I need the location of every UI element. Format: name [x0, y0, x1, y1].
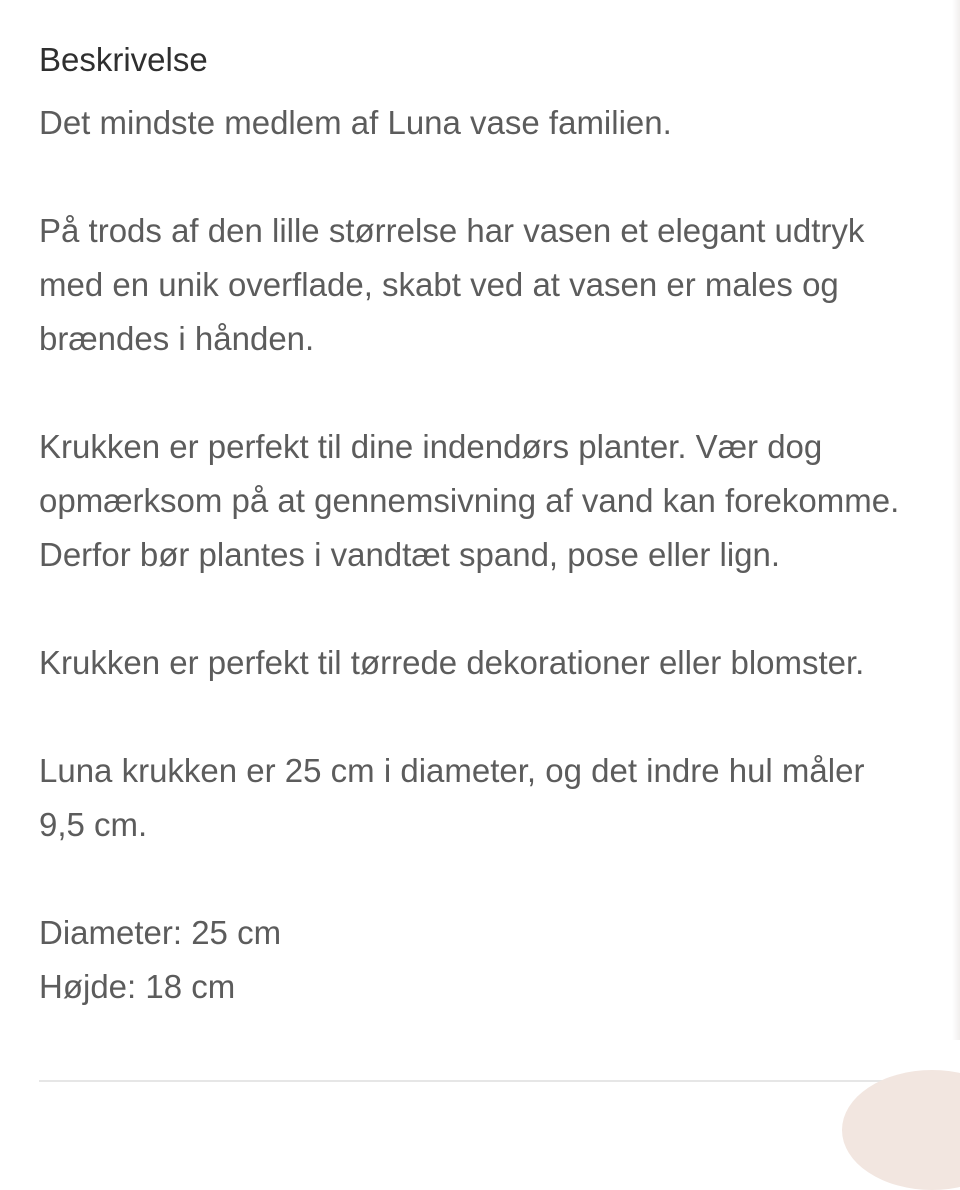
dimension-height: Højde: 18 cm [39, 968, 236, 1005]
paragraph-line: med en unik overflade, skabt ved at vasen er males og [39, 266, 839, 303]
section-divider [39, 1080, 960, 1082]
dimensions-list [39, 906, 960, 1014]
description-section [39, 40, 960, 1014]
description-paragraph [39, 636, 960, 690]
description-paragraph [39, 744, 960, 852]
description-body [39, 96, 960, 1014]
paragraph-line: Luna krukken er 25 cm i diameter, og det indre hul måler [39, 752, 865, 789]
paragraph-line: Krukken er perfekt til dine indendørs planter. Vær dog [39, 428, 823, 465]
description-paragraph [39, 204, 960, 366]
paragraph-line: opmærksom på at gennemsivning af vand kan forekomme. [39, 482, 900, 519]
paragraph-line: Krukken er perfekt til tørrede dekorationer eller blomster. [39, 644, 865, 681]
paragraph-line: Det mindste medlem af Luna vase familien. [39, 104, 672, 141]
section-heading: Beskrivelse [39, 41, 208, 78]
paragraph-line: 9,5 cm. [39, 806, 148, 843]
floating-action-button-partial[interactable] [842, 1070, 960, 1190]
dimension-diameter: Diameter: 25 cm [39, 914, 282, 951]
paragraph-line: Derfor bør plantes i vandtæt spand, pose eller lign. [39, 536, 781, 573]
paragraph-line: brændes i hånden. [39, 320, 315, 357]
description-paragraph [39, 420, 960, 582]
description-paragraph [39, 96, 960, 150]
paragraph-line: På trods af den lille størrelse har vasen et elegant udtryk [39, 212, 865, 249]
